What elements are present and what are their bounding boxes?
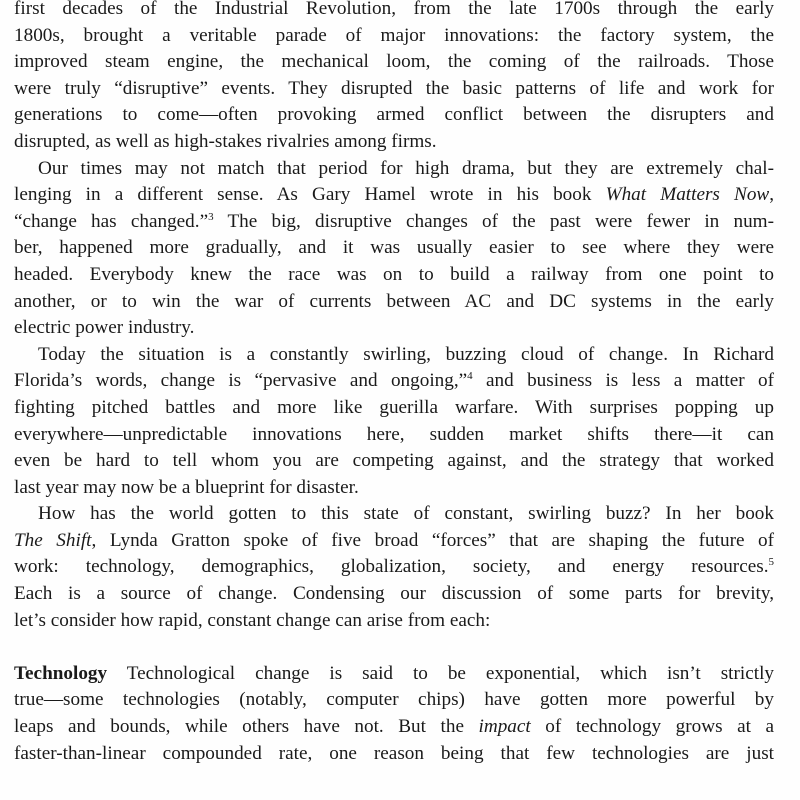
- text-line: Each is a source of change. Condensing our discussion of some parts for brevity,: [14, 583, 774, 605]
- text-line: How has the world gotten to this state of constant, swirling buzz? In her book: [38, 503, 774, 525]
- paragraph-4: [14, 501, 774, 634]
- text-line: true—some technologies (notably, computer chips) have gotten more powerful by: [14, 689, 774, 711]
- text-line: [14, 528, 774, 555]
- text-run: , Lynda Gratton spoke of five broad “forces” that are shaping the future of: [91, 529, 774, 551]
- text-line: [14, 209, 774, 236]
- book-page: [14, 0, 774, 767]
- text-run: The big, disruptive changes of the past were fewer in num-: [213, 210, 774, 232]
- text-run: lenging in a different sense. As Gary Hamel wrote in his book: [14, 184, 606, 206]
- text-line: ber, happened more gradually, and it was usually easier to see where they were: [14, 237, 774, 259]
- footnote-marker: 5: [768, 556, 774, 569]
- text-run: leaps and bounds, while others have not. But the: [14, 716, 479, 738]
- text-run: ,: [769, 184, 775, 206]
- text-run: of technology grows at a: [530, 716, 774, 738]
- footnote-marker: 4: [467, 370, 473, 383]
- text-run: and business is less a matter of: [472, 370, 774, 392]
- text-line: improved steam engine, the mechanical loom, the coming of the railroads. Those: [14, 51, 774, 73]
- text-line: [14, 182, 774, 209]
- text-line: generations to come—often provoking armed conflict between the disrupters and: [14, 104, 774, 126]
- text-line: last year may now be a blueprint for disaster.: [14, 476, 359, 498]
- text-run: Technological change is said to be exponential, which isn’t strictly: [107, 662, 774, 684]
- section-gap: [14, 634, 774, 661]
- text-line: first decades of the Industrial Revolution, from the late 1700s through the early: [14, 0, 774, 19]
- text-line: [14, 714, 774, 741]
- section-technology: [14, 661, 774, 767]
- text-line: everywhere—unpredictable innovations here, sudden market shifts there—it can: [14, 423, 774, 445]
- book-title: What Matters Now: [605, 184, 770, 206]
- text-line: 1800s, brought a veritable parade of major innovations: the factory system, the: [14, 24, 774, 46]
- text-run: work: technology, demographics, globalization, society, and energy resources.: [14, 556, 769, 578]
- text-line: even be hard to tell whom you are competing against, and the strategy that worked: [14, 450, 774, 472]
- text-line: another, or to win the war of currents between AC and DC systems in the early: [14, 290, 774, 312]
- text-line: were truly “disruptive” events. They disrupted the basic patterns of life and work for: [14, 77, 774, 99]
- footnote-marker: 3: [208, 210, 214, 223]
- paragraph-2: [14, 156, 774, 342]
- paragraph-1: [14, 0, 774, 156]
- text-line: disrupted, as well as high-stakes rivalries among firms.: [14, 130, 437, 152]
- text-run: Florida’s words, change is “pervasive and ongoing,”: [14, 370, 468, 392]
- book-title: The Shift: [14, 529, 92, 551]
- text-line: Today the situation is a constantly swirling, buzzing cloud of change. In Richard: [38, 343, 774, 365]
- text-line: [14, 554, 774, 581]
- text-line: faster-than-linear compounded rate, one reason being that few technologies are just: [14, 742, 774, 764]
- emphasis: impact: [478, 716, 531, 738]
- text-line: [14, 661, 774, 688]
- paragraph-3: [14, 342, 774, 502]
- text-line: let’s consider how rapid, constant change can arise from each:: [14, 609, 491, 631]
- text-line: fighting pitched battles and more like guerilla warfare. With surprises popping up: [14, 396, 774, 418]
- text-run: “change has changed.”: [14, 210, 209, 232]
- section-heading: Technology: [14, 662, 108, 684]
- text-line: electric power industry.: [14, 317, 195, 339]
- text-line: headed. Everybody knew the race was on to build a railway from one point to: [14, 263, 774, 285]
- text-line: Our times may not match that period for high drama, but they are extremely chal-: [38, 157, 774, 179]
- text-line: [14, 368, 774, 395]
